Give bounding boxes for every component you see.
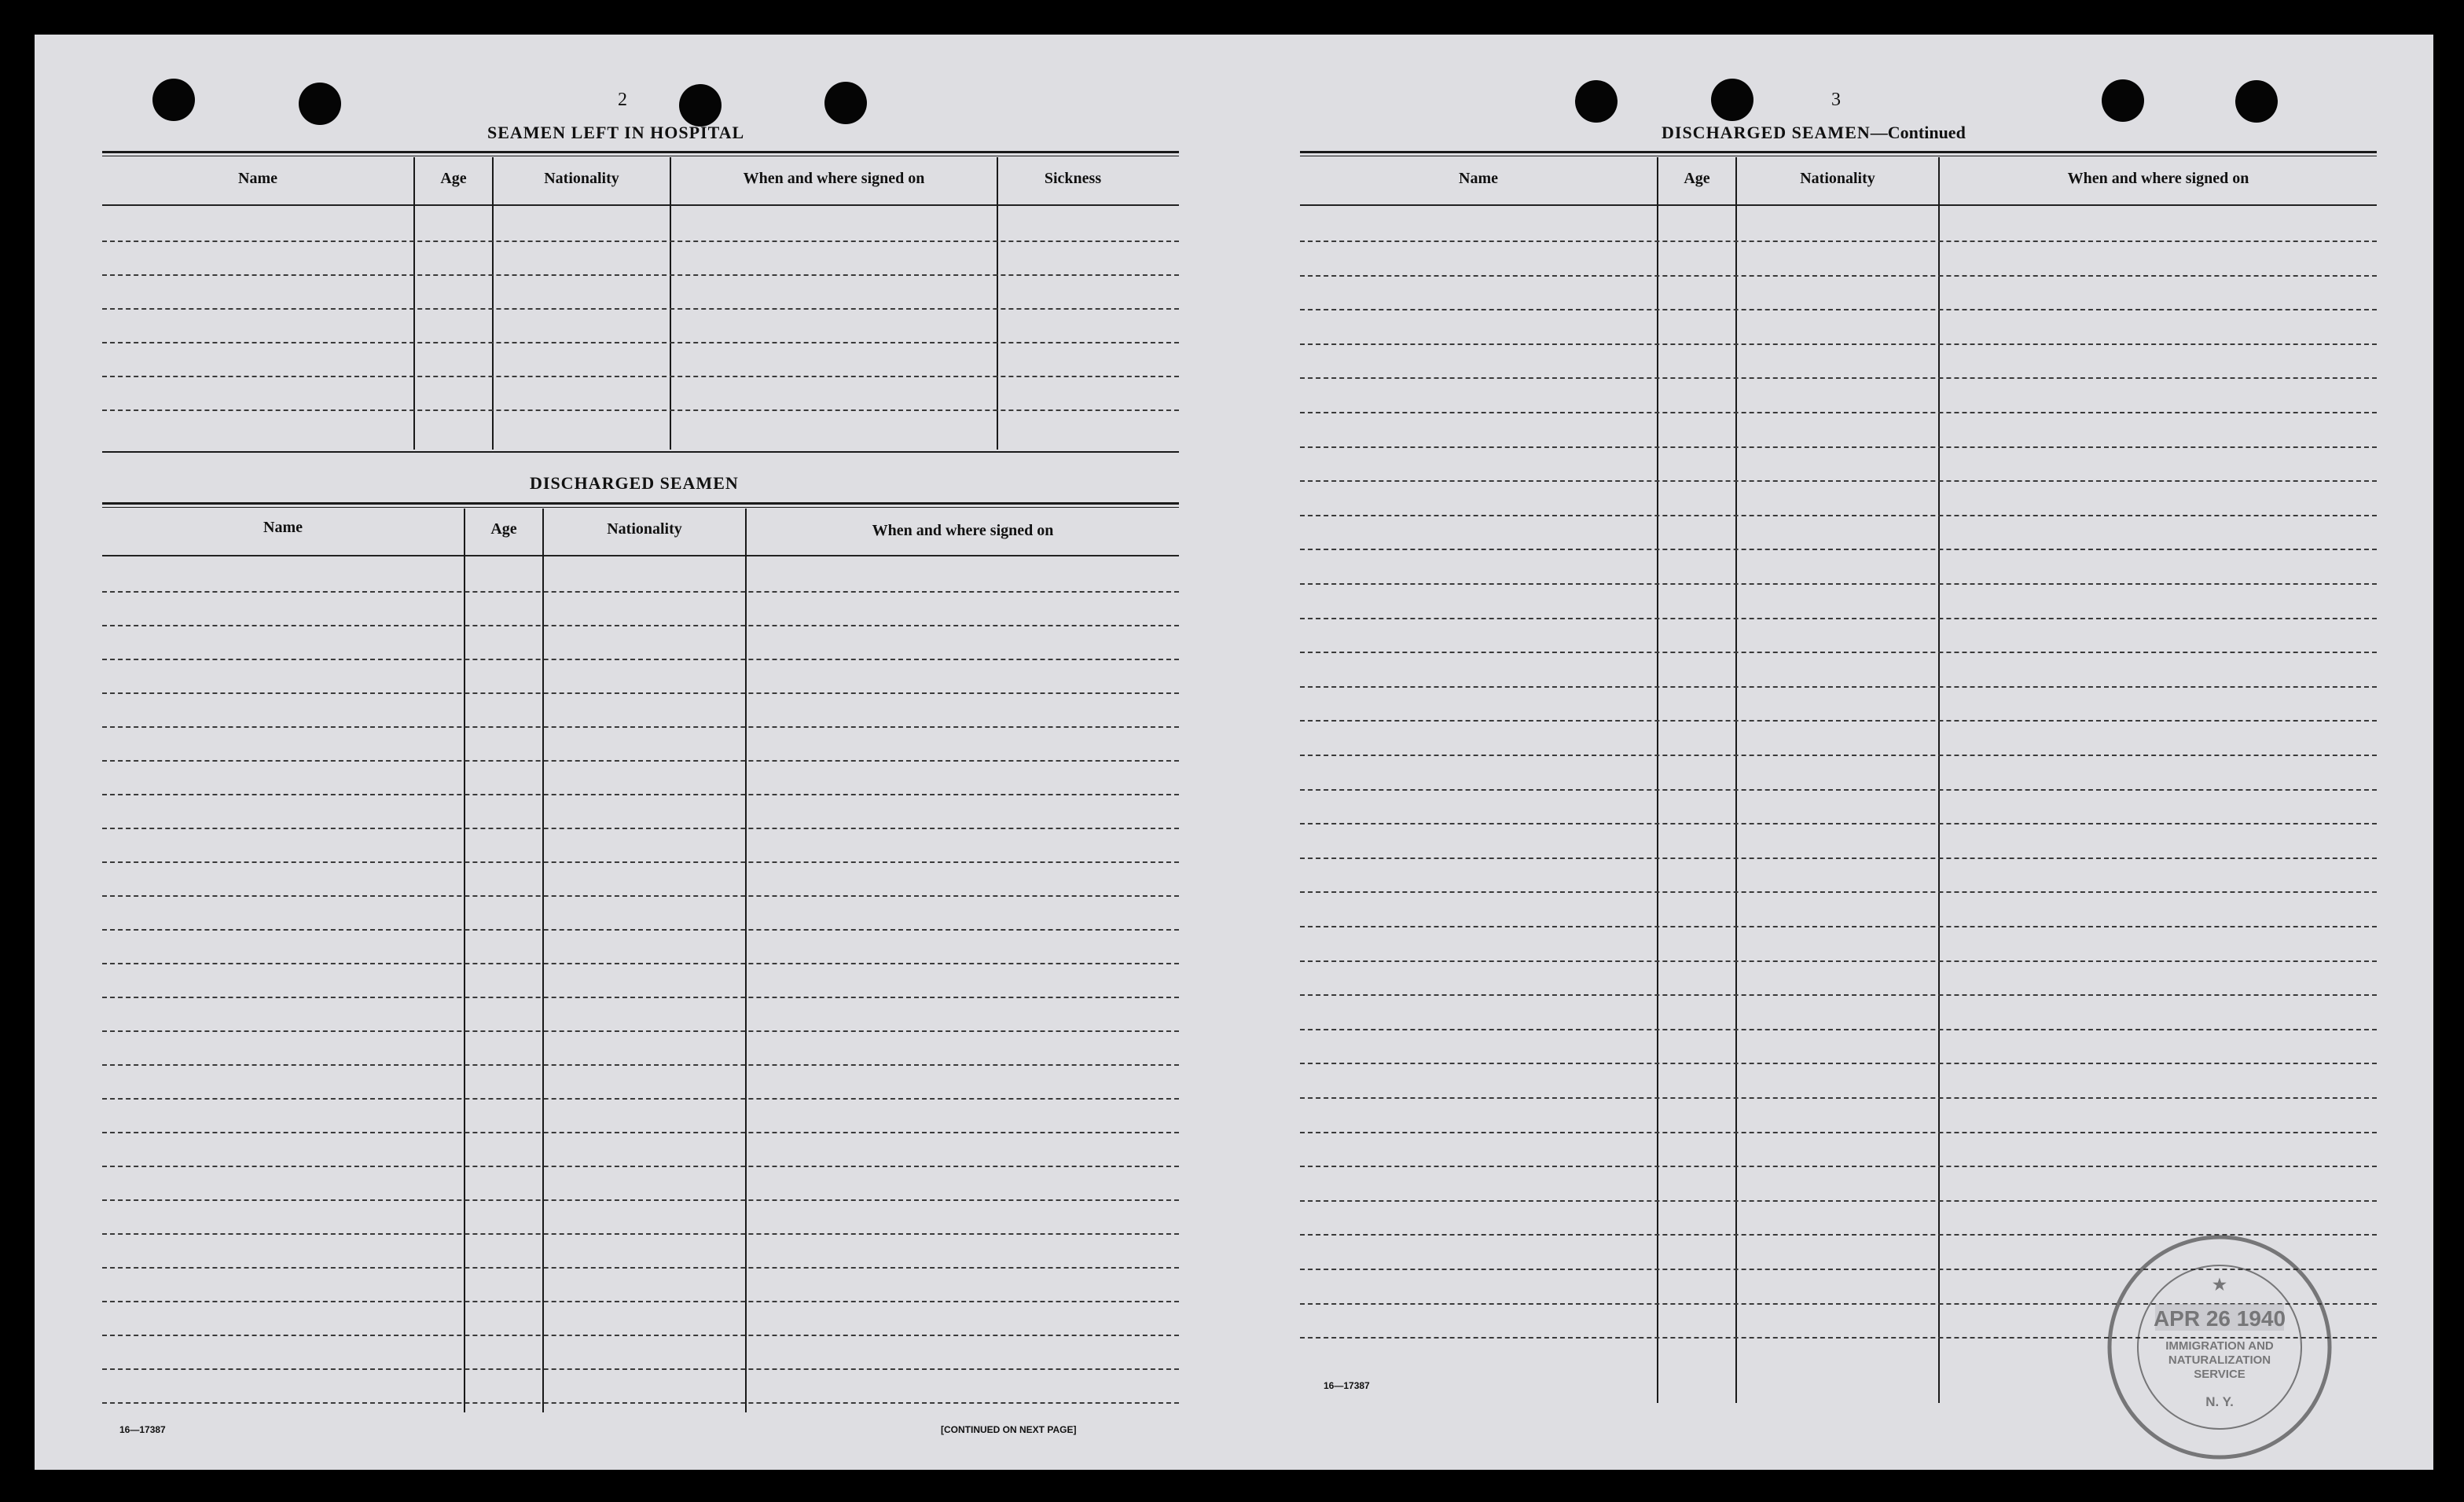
ruled-line bbox=[102, 376, 1179, 377]
immigration-stamp bbox=[2086, 1225, 2353, 1469]
ruled-line bbox=[102, 1166, 1179, 1167]
ruled-line bbox=[102, 1233, 1179, 1235]
continued-section-title bbox=[1662, 123, 1966, 143]
ruled-line bbox=[102, 409, 1179, 411]
ruled-line bbox=[102, 760, 1179, 762]
punch-hole bbox=[1711, 79, 1753, 121]
ruled-line bbox=[1300, 686, 2377, 688]
svg-text:★: ★ bbox=[2212, 1276, 2227, 1294]
punch-hole bbox=[2235, 80, 2278, 123]
ruled-line bbox=[102, 625, 1179, 626]
continued-title-suffix: —Continued bbox=[1870, 123, 1966, 142]
discharged-col-nationality: Nationality bbox=[607, 520, 682, 538]
ruled-line bbox=[102, 929, 1179, 931]
ruled-line bbox=[102, 241, 1179, 242]
ruled-line bbox=[102, 1132, 1179, 1133]
ruled-line bbox=[1300, 720, 2377, 722]
ruled-line bbox=[102, 1064, 1179, 1066]
ruled-line bbox=[102, 1335, 1179, 1336]
ruled-line bbox=[1300, 1166, 2377, 1167]
ruled-line bbox=[102, 1030, 1179, 1032]
ruled-line bbox=[102, 1402, 1179, 1404]
ruled-line bbox=[1300, 1097, 2377, 1099]
ruled-line bbox=[102, 1098, 1179, 1100]
ruled-line bbox=[102, 591, 1179, 593]
ruled-line bbox=[102, 726, 1179, 728]
ruled-line bbox=[102, 997, 1179, 998]
hospital-col-signed-on: When and where signed on bbox=[743, 170, 925, 187]
ruled-line bbox=[102, 794, 1179, 795]
ruled-line bbox=[1300, 823, 2377, 824]
stamp-line3: SERVICE bbox=[2194, 1368, 2246, 1381]
discharged-col-age: Age bbox=[490, 520, 517, 538]
discharged-col-signed-on: When and where signed on bbox=[872, 522, 1054, 539]
continued-title-main: DISCHARGED SEAMEN bbox=[1662, 123, 1871, 142]
hospital-table-top-rule bbox=[102, 151, 1179, 153]
ruled-line bbox=[1300, 755, 2377, 756]
hospital-section-title: SEAMEN LEFT IN HOSPITAL bbox=[487, 123, 745, 142]
ruled-line bbox=[102, 308, 1179, 310]
hospital-col-nationality: Nationality bbox=[544, 170, 619, 187]
form-number-left: 16—17387 bbox=[119, 1424, 166, 1435]
stamp-line1: IMMIGRATION AND bbox=[2165, 1339, 2274, 1353]
continued-note: [CONTINUED ON NEXT PAGE] bbox=[941, 1424, 1077, 1435]
ruled-line bbox=[1300, 446, 2377, 448]
ruled-line bbox=[1300, 583, 2377, 585]
continued-col-name: Name bbox=[1459, 170, 1498, 187]
ruled-line bbox=[102, 1199, 1179, 1201]
ruled-line bbox=[1300, 515, 2377, 516]
hospital-col-name: Name bbox=[238, 170, 277, 187]
hospital-table-bottom-rule bbox=[102, 451, 1179, 453]
ruled-line bbox=[102, 963, 1179, 964]
ruled-line bbox=[1300, 377, 2377, 379]
ruled-line bbox=[1300, 1029, 2377, 1030]
ruled-line bbox=[1300, 241, 2377, 242]
ruled-line bbox=[1300, 926, 2377, 927]
discharged-section-title: DISCHARGED SEAMEN bbox=[530, 473, 739, 493]
ruled-line bbox=[1300, 480, 2377, 482]
ruled-line bbox=[102, 828, 1179, 829]
punch-hole bbox=[679, 84, 722, 127]
ruled-line bbox=[102, 895, 1179, 897]
ruled-line bbox=[1300, 789, 2377, 791]
ruled-line bbox=[1300, 549, 2377, 550]
continued-col-nationality: Nationality bbox=[1800, 170, 1875, 187]
ruled-line bbox=[1300, 1063, 2377, 1064]
hospital-col-age: Age bbox=[440, 170, 467, 187]
discharged-col-name: Name bbox=[263, 519, 303, 536]
hospital-col-sickness: Sickness bbox=[1044, 170, 1102, 187]
punch-hole bbox=[824, 82, 867, 124]
ruled-line bbox=[1300, 309, 2377, 310]
ruled-line bbox=[1300, 1200, 2377, 1202]
punch-hole bbox=[2102, 79, 2144, 122]
ruled-line bbox=[102, 274, 1179, 276]
continued-col-age: Age bbox=[1684, 170, 1710, 187]
discharged-table-top-rule bbox=[102, 502, 1179, 505]
continued-col-signed-on: When and where signed on bbox=[2067, 170, 2249, 187]
punch-hole bbox=[152, 79, 195, 121]
ruled-line bbox=[1300, 857, 2377, 859]
ruled-line bbox=[102, 1267, 1179, 1269]
ruled-line bbox=[1300, 960, 2377, 962]
stamp-line2: NATURALIZATION bbox=[2168, 1353, 2271, 1367]
page-number-right: 3 bbox=[1831, 90, 1841, 110]
discharged-header-rule bbox=[102, 555, 1179, 556]
stamp-line4: N. Y. bbox=[2205, 1394, 2234, 1409]
document-paper bbox=[35, 35, 2433, 1470]
ruled-line bbox=[102, 1301, 1179, 1302]
ruled-line bbox=[1300, 343, 2377, 345]
ruled-line bbox=[1300, 891, 2377, 893]
punch-hole bbox=[1575, 80, 1618, 123]
hospital-header-rule bbox=[102, 204, 1179, 206]
ruled-line bbox=[102, 1368, 1179, 1370]
ruled-line bbox=[1300, 1132, 2377, 1133]
ruled-line bbox=[102, 692, 1179, 694]
continued-header-rule bbox=[1300, 204, 2377, 206]
ruled-line bbox=[1300, 994, 2377, 996]
punch-hole bbox=[299, 83, 341, 125]
ruled-line bbox=[102, 342, 1179, 343]
ruled-line bbox=[102, 659, 1179, 660]
ruled-line bbox=[102, 861, 1179, 863]
ruled-line bbox=[1300, 412, 2377, 413]
continued-table-top-rule bbox=[1300, 151, 2377, 153]
ruled-line bbox=[1300, 618, 2377, 619]
page-number-left: 2 bbox=[618, 90, 627, 110]
ruled-line bbox=[1300, 275, 2377, 277]
ruled-line bbox=[1300, 652, 2377, 653]
stamp-date: APR 26 1940 bbox=[2153, 1306, 2286, 1331]
form-number-right: 16—17387 bbox=[1324, 1380, 1370, 1391]
